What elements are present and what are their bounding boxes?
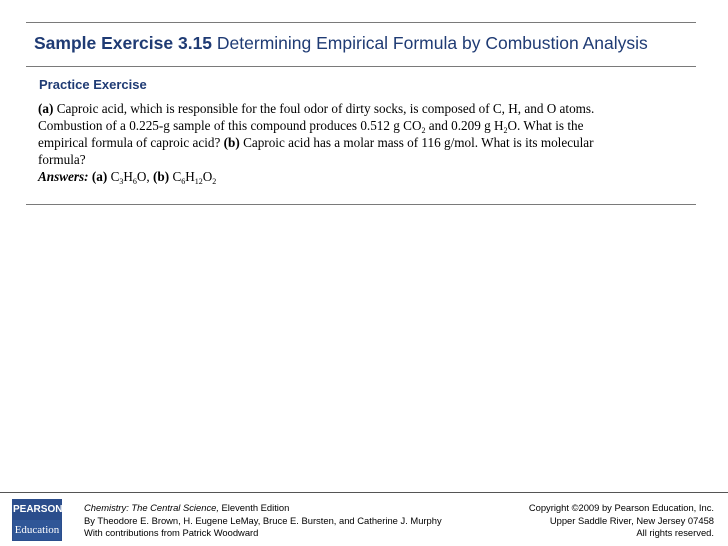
answers-label: Answers: xyxy=(38,169,89,184)
answer-a-carbon-sub: 3 xyxy=(119,177,124,186)
footer-contributions: With contributions from Patrick Woodward xyxy=(84,527,259,538)
line-2-text-a: Combustion of a 0.225-g sample of this compound produces 0.512 g CO xyxy=(38,118,422,133)
answer-b-hydrogen: H xyxy=(185,169,195,184)
answer-a-hydrogen-sub: 6 xyxy=(132,177,137,186)
title-rule xyxy=(26,66,696,67)
slide-title-bold: Sample Exercise 3.15 xyxy=(34,33,213,53)
answers-line xyxy=(38,168,678,185)
practice-heading: Practice Exercise xyxy=(39,77,147,92)
footer-citation xyxy=(84,502,442,540)
logo-top-text: PEARSON xyxy=(13,500,61,520)
footer-authors: By Theodore E. Brown, H. Eugene LeMay, Bruce E. Bursten, and Catherine J. Murphy xyxy=(84,514,442,526)
h2o-subscript: 2 xyxy=(503,126,508,135)
line-3-text-b: Caproic acid has a molar mass of 116 g/mol. What is its molecular xyxy=(239,135,594,150)
line-1-text: Caproic acid, which is responsible for the foul odor of dirty socks, is composed of C, H, and O atoms. xyxy=(53,101,595,116)
exercise-line-1 xyxy=(38,100,678,117)
answer-a-oxygen: O, xyxy=(136,169,154,184)
answer-b-carbon: C xyxy=(169,169,182,184)
footer-book-line xyxy=(84,502,442,515)
answer-a-label: (a) xyxy=(91,169,108,184)
book-edition: Eleventh Edition xyxy=(218,502,290,513)
exercise-body xyxy=(38,100,678,185)
answer-b-hydrogen-sub: 12 xyxy=(194,177,203,186)
line-2-text-b: and 0.209 g H xyxy=(425,118,504,133)
line-2-text-c: O. What is the xyxy=(507,118,584,133)
answer-b-oxygen-sub: 2 xyxy=(212,177,217,186)
top-rule xyxy=(26,22,696,23)
footer-rule xyxy=(0,492,728,493)
answer-b-carbon-sub: 6 xyxy=(181,177,186,186)
exercise-line-2 xyxy=(38,117,678,134)
book-title: Chemistry: The Central Science, xyxy=(84,502,219,513)
content-bottom-rule xyxy=(26,204,696,205)
answer-b-label: (b) xyxy=(153,169,170,184)
slide-title xyxy=(34,33,648,54)
copyright-line: Copyright ©2009 by Pearson Education, Inc. xyxy=(528,502,714,513)
co2-subscript: 2 xyxy=(421,126,426,135)
answer-b-oxygen: O xyxy=(202,169,213,184)
exercise-line-4: formula? xyxy=(38,152,86,167)
rights-line: All rights reserved. xyxy=(636,527,714,538)
address-line: Upper Saddle River, New Jersey 07458 xyxy=(549,514,714,526)
line-3-text-a: empirical formula of caproic acid? xyxy=(38,135,224,150)
answer-a-carbon: C xyxy=(107,169,120,184)
pearson-logo xyxy=(12,499,62,541)
exercise-line-3 xyxy=(38,134,678,151)
part-a-label: (a) xyxy=(38,101,54,116)
slide-title-rest: Determining Empirical Formula by Combustion Analysis xyxy=(212,33,648,53)
footer-copyright xyxy=(529,502,714,540)
part-b-label: (b) xyxy=(223,135,240,150)
logo-bottom-text: Education xyxy=(13,520,61,540)
answer-a-hydrogen: H xyxy=(123,169,133,184)
